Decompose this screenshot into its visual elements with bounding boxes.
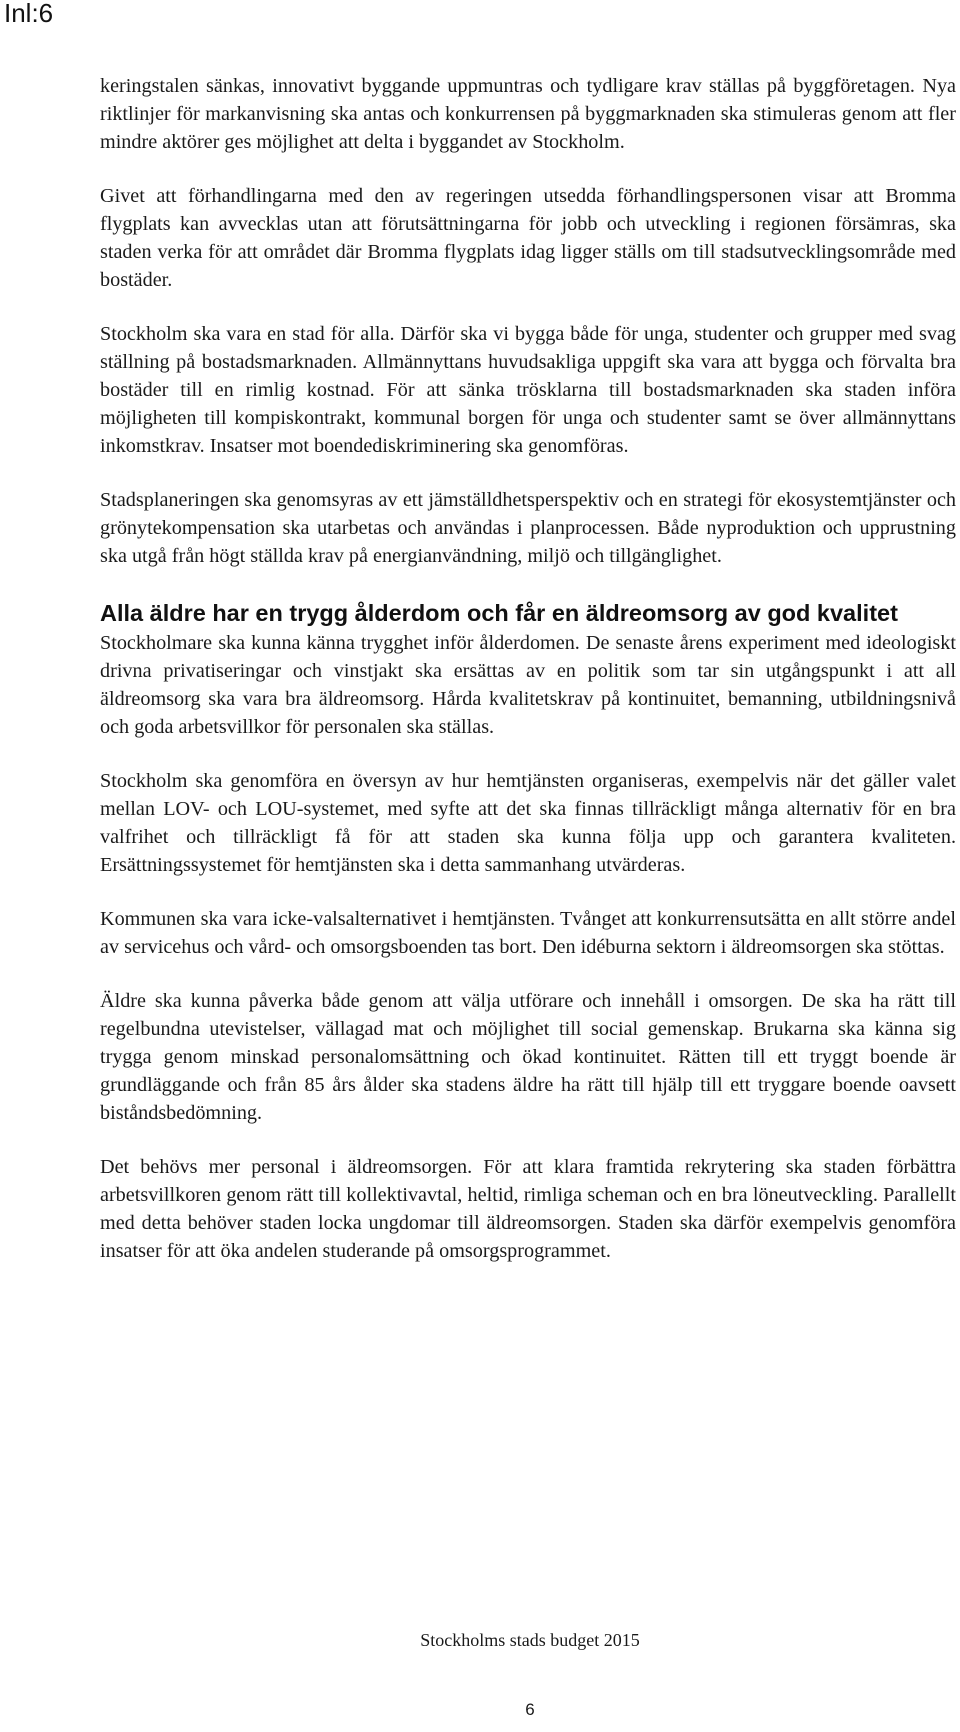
paragraph-building-costs: keringstalen sänkas, innovativt byggande uppmuntras och tydligare krav ställas på byggföretagen. Nya riktlinjer för markanvisning ska antas och konkurrensen på byggmarknaden ska stimuleras genom att fler mindre aktörer ges möjlighet att delta i byggandet av Stockholm. <box>100 75 956 153</box>
paragraph-urban-planning: Stadsplaneringen ska genomsyras av ett jämställdhetsperspektiv och en strategi för ekosystemtjänster och grönytekompensation ska utarbetas och användas i planprocessen. Både nyproduktion och upprustning ska utgå från högt ställda krav på energianvändning, miljö och tillgänglighet. <box>100 489 956 567</box>
footer-page-number: 6 <box>525 1700 535 1719</box>
paragraph-municipal-default: Kommunen ska vara icke-valsalternativet i hemtjänsten. Tvånget att konkurrensutsätta en allt större andel av servicehus och vård- och omsorgsboenden tas bort. Den idéburna sektorn i äldreomsorgen ska stöttas. <box>100 908 956 958</box>
document-body <box>100 72 956 1291</box>
paragraph-home-care-review: Stockholm ska genomföra en översyn av hur hemtjänsten organiseras, exempelvis när det gäller valet mellan LOV- och LOU-systemet, med syfte att det ska finnas tillräckligt många alternativ för en bra valfrihet och tillräckligt få för att staden ska kunna följa upp och garantera kvaliteten. Ersättningssystemet för hemtjänsten ska i detta sammanhang utvärderas. <box>100 770 956 876</box>
paragraph-elderly-security: Stockholmare ska kunna känna trygghet inför ålderdomen. De senaste årens experiment med ideologiskt drivna privatiseringar och vinstjakt ska ersättas av en politik som tar sin utgångspunkt i att all äldreomsorg ska vara bra äldreomsorg. Hårda kvalitetskrav på kontinuitet, bemanning, utbildningsnivå och goda arbetsvillkor för personalen ska ställas. <box>100 632 956 738</box>
document-reference-label: Inl:6 <box>4 0 54 28</box>
section-heading-elderly-care: Alla äldre har en trygg ålderdom och får en äldreomsorg av god kvalitet <box>100 600 898 626</box>
paragraph-bromma-airport: Givet att förhandlingarna med den av regeringen utsedda förhandlingspersonen visar att Bromma flygplats kan avvecklas utan att förutsättningarna för jobb och utveckling i regionen försämras, ska staden verka för att området där Bromma flygplats idag ligger ställs om till stadsutvecklingsområde med bostäder. <box>100 185 956 291</box>
paragraph-elderly-influence: Äldre ska kunna påverka både genom att välja utförare och innehåll i omsorgen. De ska ha rätt till regelbundna utevistelser, vällagad mat och möjlighet till social gemenskap. Brukarna ska känna sig trygga genom minskad personalomsättning och ökad kontinuitet. Rätten till ett tryggt boende är grundläggande och från 85 års ålder ska stadens äldre ha rätt till hjälp till ett tryggare boende oavsett biståndsbedömning. <box>100 990 956 1124</box>
footer-document-title: Stockholms stads budget 2015 <box>420 1630 640 1650</box>
paragraph-staffing: Det behövs mer personal i äldreomsorgen. För att klara framtida rekrytering ska staden förbättra arbetsvillkoren genom rätt till kollektivavtal, heltid, rimliga scheman och en bra löneutveckling. Parallellt med detta behöver staden locka ungdomar till äldreomsorgen. Staden ska därför exempelvis genomföra insatser för att öka andelen studerande på omsorgsprogrammet. <box>100 1156 956 1262</box>
paragraph-city-for-all: Stockholm ska vara en stad för alla. Därför ska vi bygga både för unga, studenter och grupper med svag ställning på bostadsmarknaden. Allmännyttans huvudsakliga uppgift ska vara att bygga och förvalta bra bostäder till en rimlig kostnad. För att sänka trösklarna till bostadsmarknaden ska staden införa möjligheten till kompiskontrakt, kommunal borgen för unga och studenter samt se över allmännyttans inkomstkrav. Insatser mot boendediskriminering ska genomföras. <box>100 323 956 457</box>
